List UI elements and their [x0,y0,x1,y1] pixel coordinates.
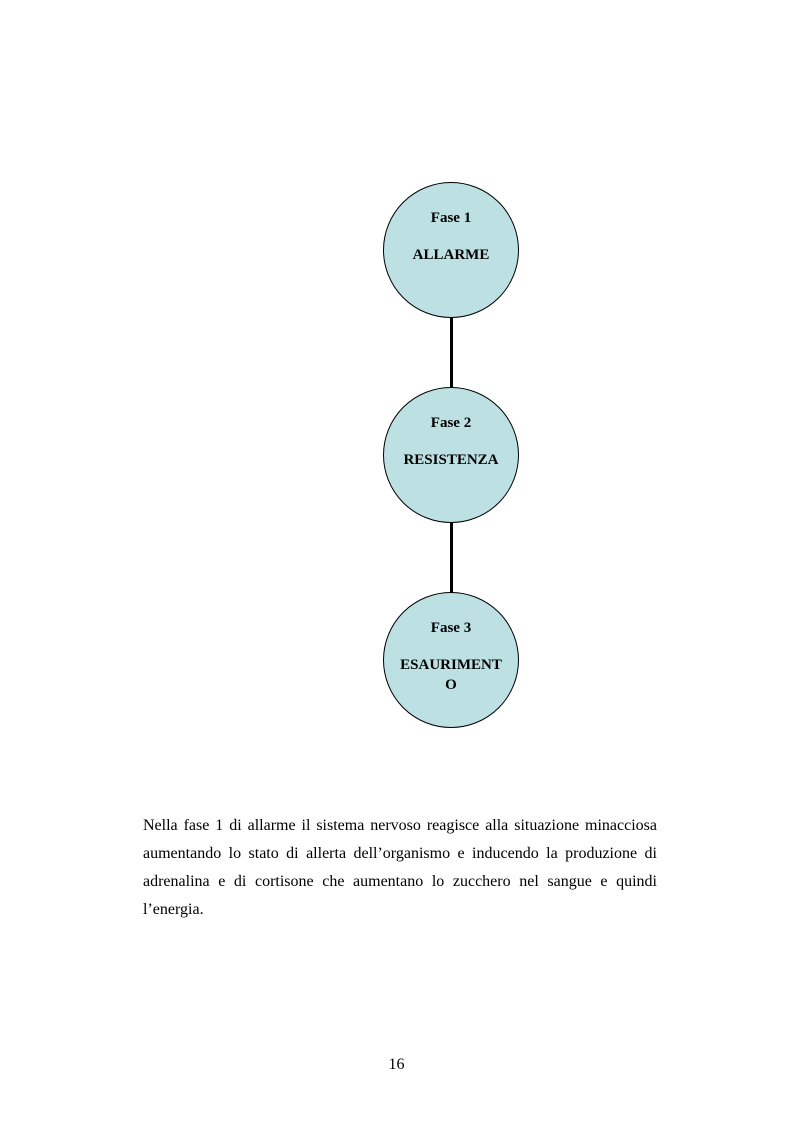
phase-3-circle [383,592,519,728]
phase-3-number: Fase 3 [430,620,472,636]
body-paragraph: Nella fase 1 di allarme il sistema nervoso reagisce alla situazione minacciosa aumentando lo stato di allerta dell’organismo e inducendo la produzione di adrenalina e di cortisone che aumentano lo zucchero nel sangue e quindi l’energia. [143,817,657,918]
phase-2-number: Fase 2 [430,415,472,431]
phase-1-number: Fase 1 [430,210,472,226]
phase-1-name: ALLARME [412,247,490,263]
connector-line-2-3 [450,523,453,593]
phase-2-circle [383,387,519,523]
phase-1-circle [383,182,519,318]
phase-2-name: RESISTENZA [403,452,499,468]
phase-3-name: ESAURIMENTO [400,657,502,693]
connector-line-1-2 [450,318,453,388]
page-number: 16 [388,1056,405,1073]
